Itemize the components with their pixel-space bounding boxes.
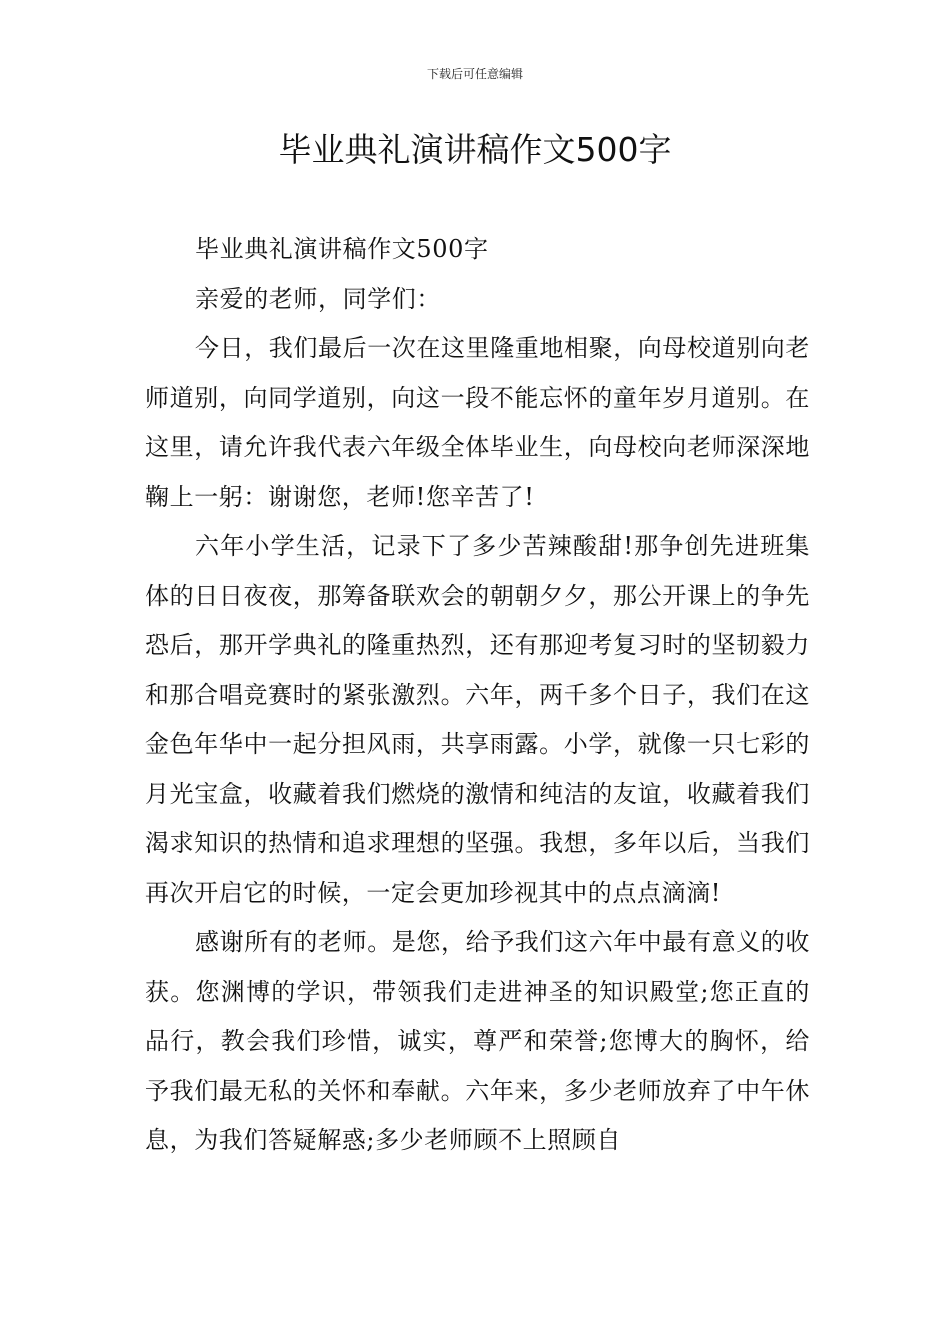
body-paragraph-salutation: 亲爱的老师，同学们： (195, 284, 441, 313)
body-paragraph: 今日，我们最后一次在这里隆重地相聚，向母校道别向老师道别，向同学道别，向这一段不能忘怀的童年岁月道别。在这里，请允许我代表六年级全体毕业生，向母校向老师深深地鞠上一躬：谢谢您，老师!您辛苦了! (145, 334, 810, 511)
body-paragraph: 六年小学生活，记录下了多少苦辣酸甜!那争创先进班集体的日日夜夜，那筹备联欢会的朝朝夕夕，那公开课上的争先恐后，那开学典礼的隆重热烈，还有那迎考复习时的坚韧毅力和那合唱竞赛时的紧张激烈。六年，两千多个日子，我们在这金色年华中一起分担风雨，共享雨露。小学，就像一只七彩的月光宝盒，收藏着我们燃烧的激情和纯洁的友谊，收藏着我们渴求知识的热情和追求理想的坚强。我想，多年以后，当我们再次开启它的时候，一定会更加珍视其中的点点滴滴! (145, 532, 810, 907)
body-paragraph-subtitle: 毕业典礼演讲稿作文500字 (195, 235, 489, 263)
document-title: 毕业典礼演讲稿作文500字 (278, 130, 672, 169)
body-paragraph: 感谢所有的老师。是您，给予我们这六年中最有意义的收获。您渊博的学识，带领我们走进神圣的知识殿堂;您正直的品行，教会我们珍惜，诚实，尊严和荣誉;您博大的胸怀，给予我们最无私的关怀和奉献。六年来，多少老师放弃了中午休息，为我们答疑解惑;多少老师顾不上照顾自 (145, 928, 810, 1154)
document-body (145, 225, 810, 1166)
header-note: 下载后可任意编辑 (426, 67, 523, 81)
